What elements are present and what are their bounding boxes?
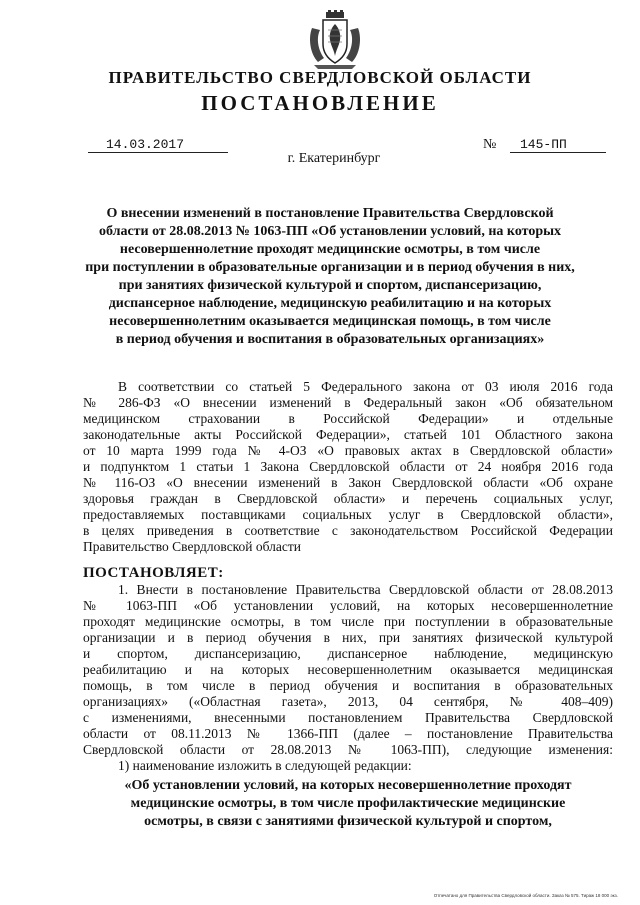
document-type: ПОСТАНОВЛЕНИЕ (201, 91, 439, 115)
title-line: диспансерное наблюдение, медицинскую реабилитацию и на которых (108, 296, 552, 311)
new-title-quote (83, 777, 613, 831)
item1-line: 1) наименование изложить в следующей редакции: (118, 758, 412, 773)
preamble-line: законодательные акты Российской Федерации», статьей 101 Областного закона (83, 427, 613, 442)
item1-line: и спортом, диспансеризацию, диспансерное наблюдение, медицинскую (83, 646, 613, 661)
preamble-line: здоровья граждан в Свердловской области» и перечень социальных услуг, (83, 491, 613, 506)
preamble-line: и подпунктом 1 статьи 1 Закона Свердловской области от 24 ноября 2016 года (83, 459, 613, 474)
item1-line: организации и в период обучения в них, при занятиях физической культурой (83, 630, 613, 645)
preamble-line: в целях приведения в соответствие с законодательством Российской Федерации (83, 523, 613, 538)
title-line: при занятиях физической культурой и спортом, диспансеризацию, (118, 278, 542, 293)
item1-line: 1. Внести в постановление Правительства Свердловской области от 28.08.2013 (118, 582, 613, 597)
organization-name: ПРАВИТЕЛЬСТВО СВЕРДЛОВСКОЙ ОБЛАСТИ (108, 68, 532, 87)
preamble-line: В соответствии со статьей 5 Федерального закона от 03 июля 2016 года (118, 379, 613, 394)
item1-line: организациях» («Областная газета», 2013, 04 сентября, № 408–409) (83, 694, 613, 709)
number-label: № (483, 137, 497, 152)
item1-line: Свердловской области от 28.08.2013 № 1063-ПП), следующие изменения: (83, 742, 613, 757)
title-line: области от 28.08.2013 № 1063-ПП «Об установлении условий, на которых (98, 224, 562, 239)
preamble-line: № 116-ОЗ «О внесении изменений в Закон Свердловской области «Об охране (83, 475, 613, 490)
item1-line: № 1063-ПП «Об установлении условий, на которых несовершеннолетние (83, 598, 613, 613)
title-line: несовершеннолетние проходят медицинские осмотры, в том числе (119, 242, 541, 257)
city: г. Екатеринбург (287, 151, 381, 166)
preamble-line: № 286-ФЗ «О внесении изменений в Федеральный закон «Об обязательном (83, 395, 613, 410)
sverdlovsk-coat-of-arms-icon (304, 10, 366, 70)
item1-line: помощь, в том числе в период обучения и воспитания в образовательных (83, 678, 613, 693)
title-line: О внесении изменений в постановление Правительства Свердловской (106, 206, 554, 221)
document-date: 14.03.2017 (88, 138, 228, 153)
item1-line: с изменениями, внесенными постановлением Правительства Свердловской (83, 710, 613, 725)
title-line: несовершеннолетним оказывается медицинская помощь, в том числе (109, 314, 551, 329)
document-title (60, 205, 600, 349)
quote-line: осмотры, в связи с занятиями физической культурой и спортом, (144, 814, 552, 829)
title-line: при поступлении в образовательные организации и в период обучения в них, (85, 260, 575, 275)
document-number: 145-ПП (510, 138, 606, 153)
quote-line: медицинские осмотры, в том числе профилактические медицинские (130, 796, 566, 811)
preamble-line: от 10 марта 1999 года № 4-ОЗ «О правовых актах в Свердловской области» (83, 443, 613, 458)
preamble-line: медицинском страховании в Российской Федерации» и отдельные (83, 411, 613, 426)
item1-line: реабилитацию и на которых несовершеннолетним оказывается медицинская (83, 662, 613, 677)
item1-line: проходят медицинские осмотры, в том числе при поступлении в образовательные (83, 614, 613, 629)
item1-line: области от 08.11.2013 № 1366-ПП (далее – постановление Правительства (83, 726, 613, 741)
preamble-line: Правительство Свердловской области (83, 539, 302, 554)
title-line: в период обучения и воспитания в образовательных организациях» (115, 332, 545, 347)
print-footer-note: Отпечатано для Правительства Свердловской области. Заказ № 575. Тираж 18 000 экз. (433, 893, 618, 898)
preamble-line: предоставляемых поставщиками социальных услуг в Свердловской области», (83, 507, 613, 522)
resolve-heading: ПОСТАНОВЛЯЕТ: (83, 565, 224, 581)
quote-line: «Об установлении условий, на которых несовершеннолетние проходят (124, 778, 572, 793)
